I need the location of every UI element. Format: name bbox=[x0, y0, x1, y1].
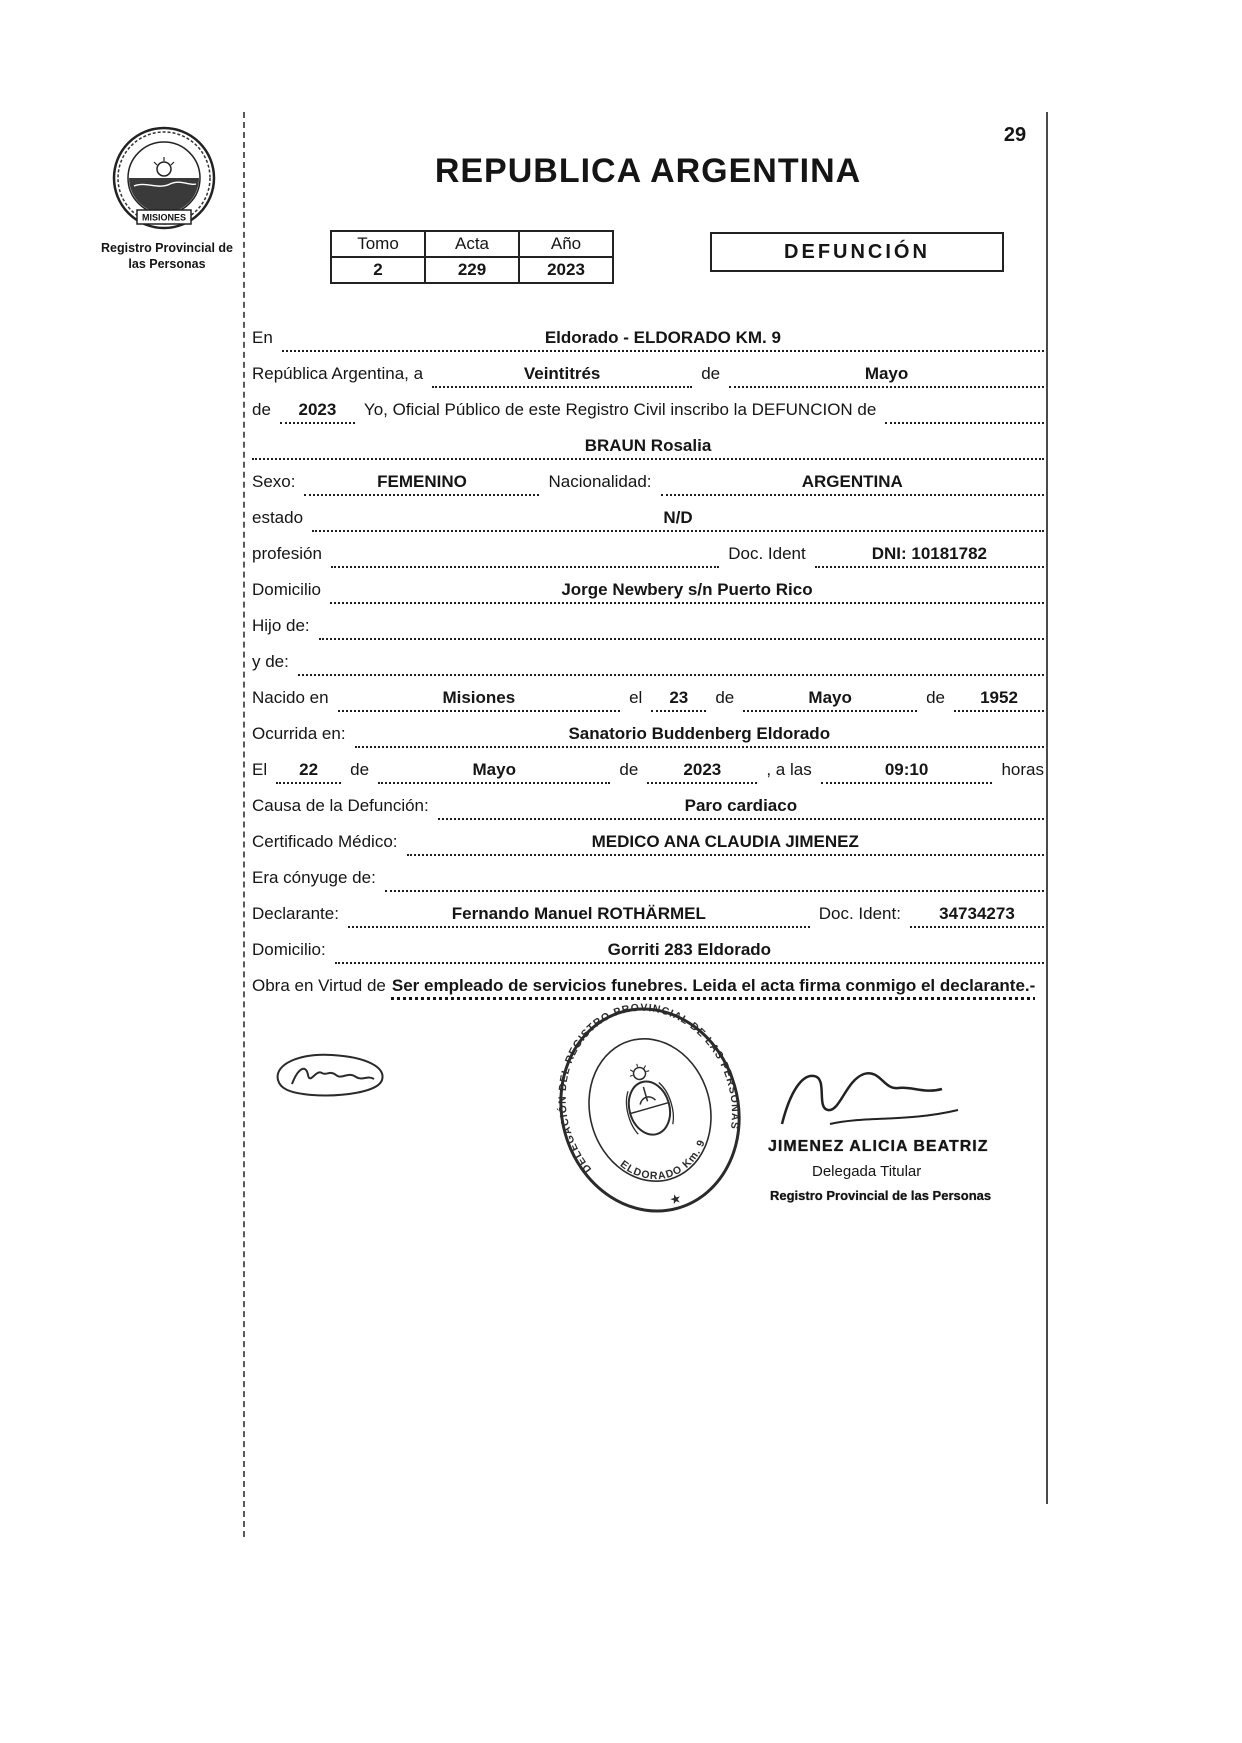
field-label: Nacido en bbox=[252, 688, 329, 707]
field-blank bbox=[331, 564, 719, 568]
form-line bbox=[252, 568, 1044, 604]
field-value: 22 bbox=[276, 760, 341, 784]
field-label: y de: bbox=[252, 652, 289, 671]
right-margin-line bbox=[1046, 112, 1048, 1504]
field-label: estado bbox=[252, 508, 304, 527]
official-signature-title: Delegada Titular bbox=[812, 1163, 922, 1180]
field-value: N/D bbox=[312, 508, 1044, 532]
form-line bbox=[252, 712, 1044, 748]
field-label: Doc. Ident bbox=[728, 544, 806, 563]
form-line bbox=[252, 748, 1044, 784]
form-line bbox=[252, 424, 1044, 460]
field-value: Misiones bbox=[338, 688, 621, 712]
official-signature-flourish bbox=[772, 1062, 967, 1140]
field-label: Ocurrida en: bbox=[252, 724, 346, 743]
field-value: Sanatorio Buddenberg Eldorado bbox=[355, 724, 1044, 748]
coat-of-arms-icon bbox=[615, 1058, 678, 1140]
form-line bbox=[252, 532, 1044, 568]
field-value: Mayo bbox=[729, 364, 1044, 388]
form-line bbox=[252, 928, 1044, 964]
field-label: profesión bbox=[252, 544, 322, 563]
form-line bbox=[252, 676, 1044, 712]
field-label: Sexo: bbox=[252, 472, 296, 491]
field-label: Yo, Oficial Público de este Registro Civil inscribo la DEFUNCION de bbox=[363, 400, 877, 419]
field-label: En bbox=[252, 328, 273, 347]
field-label: Causa de la Defunción: bbox=[252, 796, 429, 815]
acta-table-value-row bbox=[331, 257, 613, 283]
seal-label: MISIONES bbox=[141, 212, 187, 223]
field-label: horas bbox=[1001, 760, 1044, 779]
field-blank bbox=[319, 636, 1044, 640]
form-line bbox=[252, 820, 1044, 856]
field-label: Domicilio bbox=[252, 580, 321, 599]
form-line bbox=[252, 460, 1044, 496]
field-value: Paro cardiaco bbox=[438, 796, 1044, 820]
form-line bbox=[252, 496, 1044, 532]
field-value: 2023 bbox=[647, 760, 757, 784]
declarant-signature bbox=[270, 1042, 395, 1104]
form-line bbox=[252, 856, 1044, 892]
field-label: de bbox=[715, 688, 735, 707]
field-label: República Argentina, a bbox=[252, 364, 424, 383]
document-title: REPUBLICA ARGENTINA bbox=[434, 152, 862, 190]
form-line bbox=[252, 604, 1044, 640]
official-stamp bbox=[521, 974, 779, 1246]
field-blank bbox=[385, 888, 1044, 892]
field-label: Domicilio: bbox=[252, 940, 326, 959]
org-name-line2: las Personas bbox=[128, 256, 206, 271]
field-label: el bbox=[629, 688, 643, 707]
tomo-value-cell: 2 bbox=[331, 257, 425, 283]
form-body bbox=[252, 316, 1044, 1002]
acta-table-header-row bbox=[331, 231, 613, 257]
field-label: Declarante: bbox=[252, 904, 339, 923]
field-label: Hijo de: bbox=[252, 616, 310, 635]
official-signature-org: Registro Provincial de las Personas bbox=[770, 1188, 992, 1203]
field-value: ARGENTINA bbox=[661, 472, 1045, 496]
field-value: Veintitrés bbox=[432, 364, 692, 388]
field-value: BRAUN Rosalia bbox=[252, 436, 1044, 460]
acta-header-cell: Acta bbox=[425, 231, 519, 257]
form-lines bbox=[252, 316, 1044, 964]
field-label: El bbox=[252, 760, 268, 779]
left-margin-line bbox=[243, 112, 245, 1537]
svg-text:ELDORADO Km. 9 bbox=[616, 1135, 715, 1193]
stamp-ring-text: DELEGACIÓN DEL REGISTRO PROVINCIAL DE LAS PERSONAS bbox=[556, 1001, 742, 1175]
field-value: 34734273 bbox=[910, 904, 1044, 928]
form-line bbox=[252, 352, 1044, 388]
field-value: 2023 bbox=[280, 400, 355, 424]
org-name-line1: Registro Provincial de bbox=[101, 241, 233, 255]
field-value: 1952 bbox=[954, 688, 1044, 712]
form-line bbox=[252, 892, 1044, 928]
page-number: 29 bbox=[1003, 124, 1027, 146]
form-line bbox=[252, 640, 1044, 676]
tomo-header-cell: Tomo bbox=[331, 231, 425, 257]
field-value: Mayo bbox=[743, 688, 917, 712]
stamp-star-icon: ★ bbox=[667, 1190, 684, 1208]
field-value: 23 bbox=[651, 688, 706, 712]
field-label: , a las bbox=[766, 760, 812, 779]
field-label: de bbox=[926, 688, 945, 707]
field-value: Jorge Newbery s/n Puerto Rico bbox=[330, 580, 1044, 604]
stamp-bottom-text: ELDORADO Km. 9 bbox=[617, 1137, 708, 1183]
field-blank bbox=[298, 672, 1044, 676]
provincial-seal-icon bbox=[110, 124, 218, 236]
field-value: Ser empleado de servicios funebres. Leida el acta firma conmigo el declarante.- bbox=[391, 976, 1036, 995]
acta-value-cell: 229 bbox=[425, 257, 519, 283]
field-blank bbox=[885, 420, 1044, 424]
acta-table bbox=[330, 230, 614, 284]
field-value: MEDICO ANA CLAUDIA JIMENEZ bbox=[407, 832, 1044, 856]
field-value: Eldorado - ELDORADO KM. 9 bbox=[282, 328, 1044, 352]
field-value: Gorriti 283 Eldorado bbox=[335, 940, 1044, 964]
official-signature-name: JIMENEZ ALICIA BEATRIZ bbox=[768, 1138, 989, 1155]
field-value: Fernando Manuel ROTHÄRMEL bbox=[348, 904, 810, 928]
anio-value-cell: 2023 bbox=[519, 257, 613, 283]
field-label: de bbox=[701, 364, 721, 383]
anio-header-cell: Año bbox=[519, 231, 613, 257]
field-value: FEMENINO bbox=[304, 472, 539, 496]
letterhead-org-name bbox=[78, 241, 256, 272]
field-label: de bbox=[350, 760, 370, 779]
field-label: de bbox=[252, 400, 271, 419]
form-line bbox=[252, 316, 1044, 352]
field-value: DNI: 10181782 bbox=[815, 544, 1044, 568]
field-label: Obra en Virtud de bbox=[252, 976, 386, 995]
field-value: Mayo bbox=[378, 760, 610, 784]
field-label: Era cónyuge de: bbox=[252, 868, 376, 887]
field-label: Certificado Médico: bbox=[252, 832, 398, 851]
form-line bbox=[252, 784, 1044, 820]
form-line bbox=[252, 388, 1044, 424]
field-label: de bbox=[619, 760, 639, 779]
acta-type-box: DEFUNCIÓN bbox=[710, 232, 1004, 272]
field-value: 09:10 bbox=[821, 760, 993, 784]
field-label: Doc. Ident: bbox=[818, 904, 901, 923]
field-label: Nacionalidad: bbox=[548, 472, 652, 491]
